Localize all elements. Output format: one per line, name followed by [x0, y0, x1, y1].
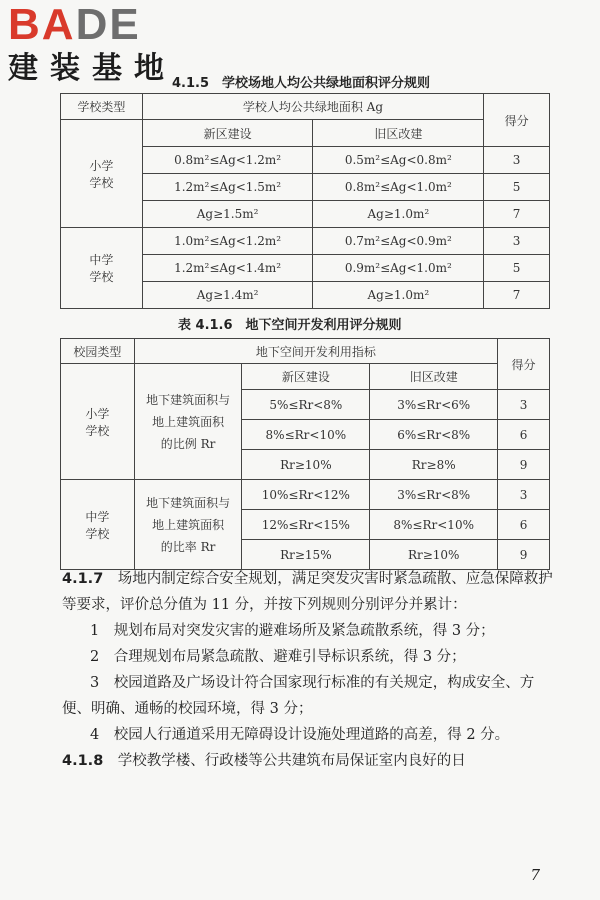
- logo-wordmark: BADE: [8, 0, 141, 49]
- th-metric: 学校人均公共绿地面积 Ag: [142, 94, 483, 120]
- section-4-1-8: 4.1.8 学校教学楼、行政楼等公共建筑布局保证室内良好的日: [62, 753, 466, 769]
- body-text: [62, 566, 554, 774]
- table1-caption: 4.1.5 学校场地人均公共绿地面积评分规则: [172, 76, 431, 91]
- group-middle: 中学 学校: [61, 228, 143, 309]
- th-old: 旧区改建: [313, 120, 484, 147]
- indicator-primary: 地下建筑面积与 地上建筑面积 的比例 Rr: [134, 364, 242, 480]
- th-metric: 地下空间开发利用指标: [134, 339, 497, 364]
- logo-subtitle: 建装基地: [8, 51, 176, 86]
- table-4-1-5: [60, 93, 550, 309]
- list-item: 1 规划布局对突发灾害的避难场所及紧急疏散系统，得 3 分；: [90, 623, 495, 639]
- group-primary: 小学 学校: [61, 364, 135, 480]
- table-row: Rr≥15% Rr≥10% 9: [61, 540, 550, 570]
- table-row: 5%≤Rr<8% 3%≤Rr<6% 3: [61, 390, 550, 420]
- group-middle: 中学 学校: [61, 480, 135, 570]
- logo: [8, 2, 188, 86]
- th-score: 得分: [498, 339, 550, 390]
- th-type: 学校类型: [61, 94, 143, 120]
- table-row: 中学 学校 1.0m²≤Ag<1.2m² 0.7m²≤Ag<0.9m² 3: [61, 228, 550, 255]
- th-new: 新区建设: [242, 364, 370, 390]
- th-type: 校园类型: [61, 339, 135, 364]
- list-item: 3 校园道路及广场设计符合国家现行标准的有关规定，构成安全、方便、明确、通畅的校园环境，得 3 分；: [62, 675, 535, 717]
- th-score: 得分: [484, 94, 550, 147]
- table-row: 1.2m²≤Ag<1.4m² 0.9m²≤Ag<1.0m² 5: [61, 255, 550, 282]
- table-row: Ag≥1.5m² Ag≥1.0m² 7: [61, 201, 550, 228]
- list-item: 2 合理规划布局紧急疏散、避难引导标识系统，得 3 分；: [90, 649, 466, 665]
- th-old: 旧区改建: [370, 364, 498, 390]
- table-row: 0.8m²≤Ag<1.2m² 0.5m²≤Ag<0.8m² 3: [61, 147, 550, 174]
- table-row: Ag≥1.4m² Ag≥1.0m² 7: [61, 282, 550, 309]
- table-row: Rr≥10% Rr≥8% 9: [61, 450, 550, 480]
- table2-caption: 表 4.1.6 地下空间开发利用评分规则: [178, 318, 402, 333]
- th-new: 新区建设: [142, 120, 313, 147]
- table-row: 12%≤Rr<15% 8%≤Rr<10% 6: [61, 510, 550, 540]
- list-item: 4 校园人行通道采用无障碍设计设施处理道路的高差，得 2 分。: [90, 727, 510, 743]
- table-row: 8%≤Rr<10% 6%≤Rr<8% 6: [61, 420, 550, 450]
- section-4-1-7: 4.1.7 场地内制定综合安全规划，满足突发灾害时紧急疏散、应急保障救护等要求，评价总分值为 11 分，并按下列规则分别评分并累计：: [62, 571, 553, 613]
- table-row: 1.2m²≤Ag<1.5m² 0.8m²≤Ag<1.0m² 5: [61, 174, 550, 201]
- table-row: 中学 学校 地下建筑面积与 地上建筑面积 的比率 Rr 10%≤Rr<12% 3%≤Rr<8% 3: [61, 480, 550, 510]
- indicator-middle: 地下建筑面积与 地上建筑面积 的比率 Rr: [134, 480, 242, 570]
- group-primary: 小学 学校: [61, 120, 143, 228]
- page-number: 7: [530, 866, 540, 884]
- table-4-1-6: [60, 338, 550, 570]
